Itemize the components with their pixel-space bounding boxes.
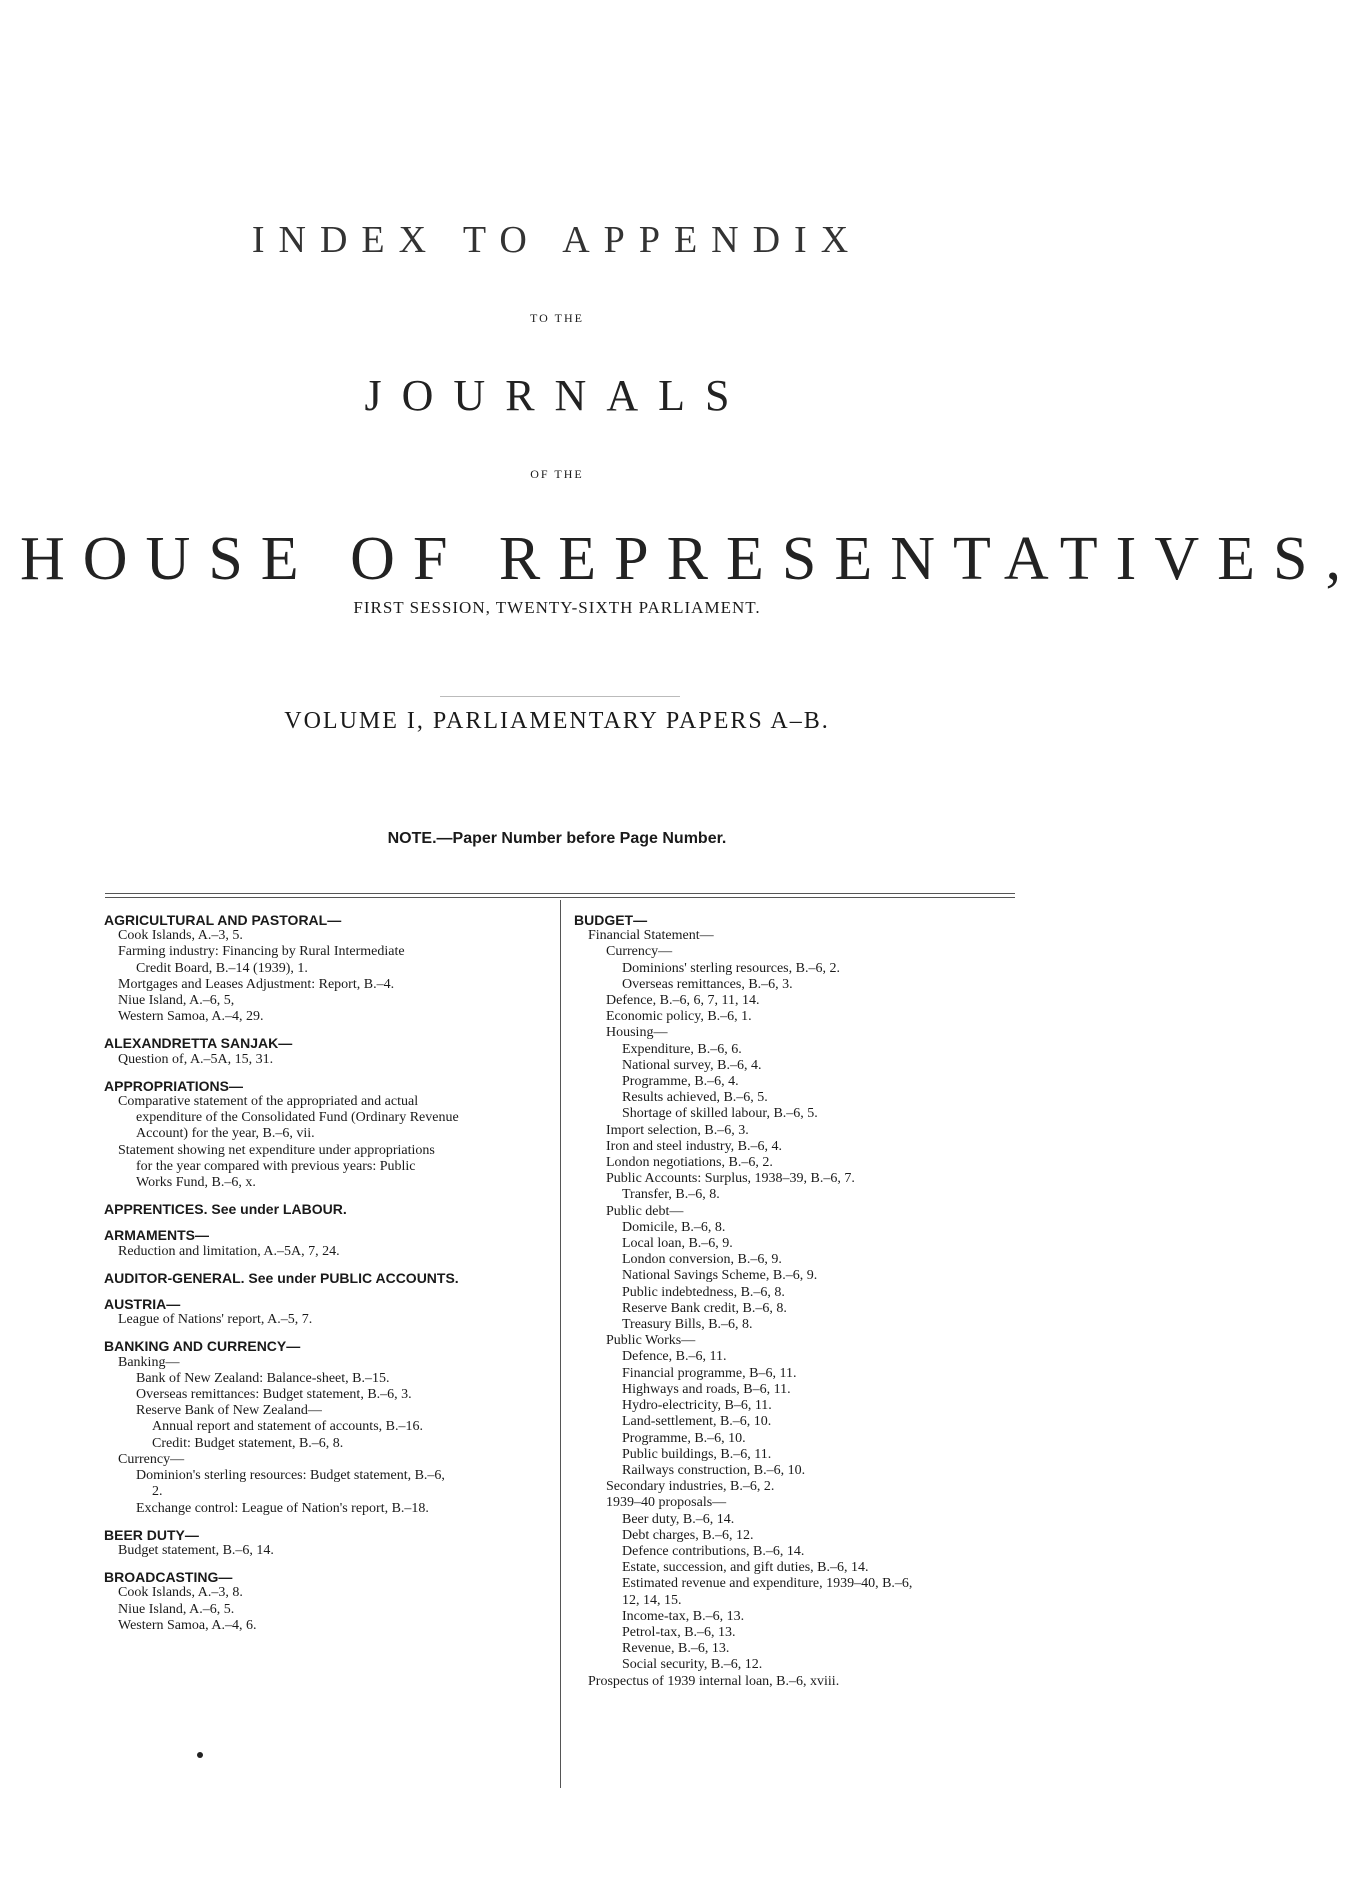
index-heading-entry: AUDITOR-GENERAL. See under PUBLIC ACCOUNTS. (104, 1269, 459, 1286)
index-entry: Local loan, B.–6, 9. (622, 1236, 733, 1252)
index-entry: Public Accounts: Surplus, 1938–39, B.–6, 7. (606, 1171, 855, 1187)
index-entry: Public indebtedness, B.–6, 8. (622, 1284, 785, 1300)
index-entry: Credit Board, B.–14 (1939), 1. (136, 960, 308, 976)
index-entry: Public debt— (606, 1203, 684, 1219)
index-entry: expenditure of the Consolidated Fund (Ordinary Revenue (136, 1110, 459, 1126)
index-heading-entry: BROADCASTING— (104, 1569, 233, 1586)
to-the-line: TO THE (530, 311, 584, 325)
index-entry: Highways and roads, B–6, 11. (622, 1381, 791, 1397)
column-divider (560, 900, 561, 1788)
index-entry: National Savings Scheme, B.–6, 9. (622, 1268, 818, 1284)
index-heading-entry: ALEXANDRETTA SANJAK— (104, 1035, 293, 1052)
index-entry: Credit: Budget statement, B.–6, 8. (152, 1435, 344, 1451)
index-entry: Reserve Bank credit, B.–6, 8. (622, 1300, 787, 1316)
index-entry: Programme, B.–6, 4. (622, 1074, 739, 1090)
index-entry: Financial Statement— (588, 928, 714, 944)
volume-line: VOLUME I, PARLIAMENTARY PAPERS A–B. (284, 708, 830, 734)
index-heading-entry: APPROPRIATIONS— (104, 1077, 243, 1094)
index-entry: Beer duty, B.–6, 14. (622, 1511, 735, 1527)
index-heading-entry: BANKING AND CURRENCY— (104, 1338, 301, 1355)
index-entry: Niue Island, A.–6, 5, (118, 993, 235, 1009)
index-entry: Defence, B.–6, 6, 7, 11, 14. (606, 993, 760, 1009)
index-heading: INDEX TO APPENDIX (251, 219, 863, 261)
index-entry: Financial programme, B–6, 11. (622, 1365, 797, 1381)
index-entry: Import selection, B.–6, 3. (606, 1122, 749, 1138)
index-entry: Overseas remittances: Budget statement, B.–6, 3. (136, 1387, 412, 1403)
index-entry: Mortgages and Leases Adjustment: Report, B.–4. (118, 976, 395, 992)
index-entry: Annual report and statement of accounts, B.–16. (152, 1419, 423, 1435)
index-entry: Shortage of skilled labour, B.–6, 5. (622, 1106, 818, 1122)
index-entry: Overseas remittances, B.–6, 3. (622, 976, 793, 992)
note-line: NOTE.—Paper Number before Page Number. (387, 830, 727, 847)
index-entry: Economic policy, B.–6, 1. (606, 1009, 752, 1025)
index-entry: Income-tax, B.–6, 13. (622, 1608, 745, 1624)
index-entry: Hydro-electricity, B–6, 11. (622, 1398, 772, 1414)
index-entry: Banking— (118, 1354, 180, 1370)
index-entry: Estate, succession, and gift duties, B.–6, 14. (622, 1560, 869, 1576)
index-entry: Estimated revenue and expenditure, 1939–40, B.–6, (622, 1576, 913, 1592)
index-entry: Exchange control: League of Nation's report, B.–18. (136, 1500, 429, 1516)
index-entry: Dominion's sterling resources: Budget statement, B.–6, (136, 1468, 445, 1484)
index-entry: Statement showing net expenditure under appropriations (118, 1142, 435, 1158)
of-the-line: OF THE (530, 467, 584, 481)
index-entry: Results achieved, B.–6, 5. (622, 1090, 768, 1106)
index-entry: 1939–40 proposals— (606, 1495, 727, 1511)
index-entry: Account) for the year, B.–6, vii. (136, 1126, 315, 1142)
house-heading: HOUSE OF REPRESENTATIVES, (20, 525, 1359, 593)
index-entry: Programme, B.–6, 10. (622, 1430, 746, 1446)
index-entry: Budget statement, B.–6, 14. (118, 1542, 274, 1558)
header-rule-top (105, 893, 1015, 894)
index-entry: Revenue, B.–6, 13. (622, 1641, 730, 1657)
title-divider (440, 696, 680, 697)
index-entry: Western Samoa, A.–4, 6. (118, 1617, 257, 1633)
index-heading-entry: APPRENTICES. See under LABOUR. (104, 1201, 347, 1218)
index-heading-entry: AUSTRIA— (104, 1296, 181, 1313)
index-entry: Cook Islands, A.–3, 5. (118, 928, 243, 944)
index-entry: Treasury Bills, B.–6, 8. (622, 1317, 753, 1333)
index-entry: League of Nations' report, A.–5, 7. (118, 1312, 313, 1328)
index-entry: Reserve Bank of New Zealand— (136, 1403, 322, 1419)
index-entry: London negotiations, B.–6, 2. (606, 1155, 773, 1171)
index-entry: Question of, A.–5A, 15, 31. (118, 1051, 274, 1067)
index-entry: Bank of New Zealand: Balance-sheet, B.–15. (136, 1370, 390, 1386)
index-entry: Western Samoa, A.–4, 29. (118, 1009, 264, 1025)
index-entry: Prospectus of 1939 internal loan, B.–6, xviii. (588, 1673, 840, 1689)
index-entry: Defence, B.–6, 11. (622, 1349, 727, 1365)
index-entry: Farming industry: Financing by Rural Intermediate (118, 944, 405, 960)
index-entry: Transfer, B.–6, 8. (622, 1187, 720, 1203)
index-entry: Land-settlement, B.–6, 10. (622, 1414, 772, 1430)
index-entry: 2. (152, 1484, 163, 1500)
index-entry: Domicile, B.–6, 8. (622, 1219, 726, 1235)
index-entry: Public buildings, B.–6, 11. (622, 1446, 772, 1462)
index-entry: Expenditure, B.–6, 6. (622, 1041, 742, 1057)
index-entry: Petrol-tax, B.–6, 13. (622, 1624, 736, 1640)
index-heading-entry: BUDGET— (574, 912, 648, 928)
index-entry: Secondary industries, B.–6, 2. (606, 1479, 775, 1495)
index-entry: Niue Island, A.–6, 5. (118, 1601, 235, 1617)
index-column-left (104, 912, 550, 1634)
index-column-right (574, 912, 1014, 1690)
index-entry: London conversion, B.–6, 9. (622, 1252, 782, 1268)
index-heading-entry: AGRICULTURAL AND PASTORAL— (104, 912, 342, 928)
index-entry: Cook Islands, A.–3, 8. (118, 1585, 243, 1601)
index-entry: Reduction and limitation, A.–5A, 7, 24. (118, 1243, 340, 1259)
index-entry: Comparative statement of the appropriated and actual (118, 1094, 419, 1110)
index-entry: Defence contributions, B.–6, 14. (622, 1543, 805, 1559)
index-entry: Dominions' sterling resources, B.–6, 2. (622, 960, 840, 976)
index-entry: Iron and steel industry, B.–6, 4. (606, 1138, 783, 1154)
index-entry: National survey, B.–6, 4. (622, 1057, 762, 1073)
index-entry: Housing— (606, 1025, 668, 1041)
index-entry: Currency— (606, 944, 673, 960)
ink-dot (197, 1752, 203, 1758)
index-entry: Currency— (118, 1451, 185, 1467)
index-entry: Railways construction, B.–6, 10. (622, 1462, 806, 1478)
index-entry: Debt charges, B.–6, 12. (622, 1527, 754, 1543)
index-entry: Public Works— (606, 1333, 696, 1349)
index-entry: for the year compared with previous years: Public (136, 1158, 416, 1174)
index-entry: Social security, B.–6, 12. (622, 1657, 763, 1673)
index-heading-entry: BEER DUTY— (104, 1526, 199, 1543)
index-entry: Works Fund, B.–6, x. (136, 1175, 256, 1191)
index-entry: 12, 14, 15. (622, 1592, 682, 1608)
journals-heading: JOURNALS (364, 371, 750, 420)
index-heading-entry: ARMAMENTS— (104, 1227, 209, 1244)
session-line: FIRST SESSION, TWENTY-SIXTH PARLIAMENT. (353, 598, 761, 617)
header-rule-bottom (105, 897, 1015, 898)
